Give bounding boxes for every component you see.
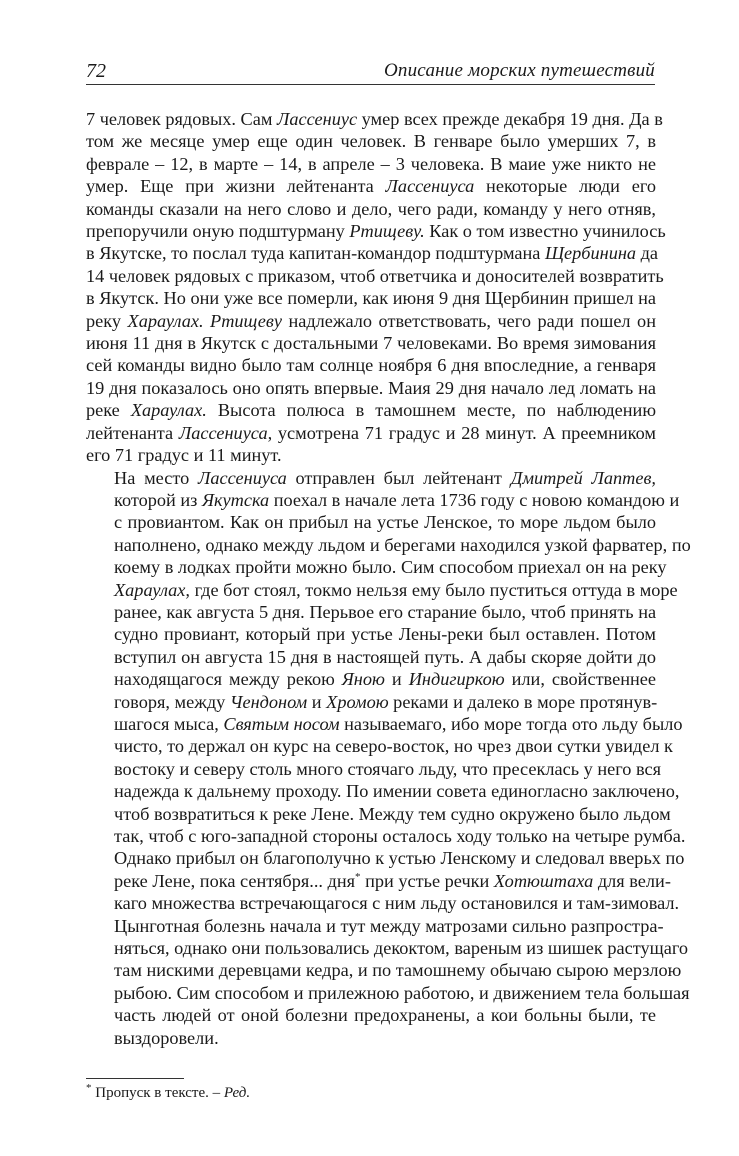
- text-line: [86, 108, 663, 130]
- text-run: востоку и северу столь много стоячаго льду, что пресеклась у него вся: [114, 758, 662, 779]
- text-run: рыбою. Сим способом и прилежною работою, и движением тела большая: [114, 982, 690, 1003]
- text-run: надежда к дальнему проходу. По имении совета единогласно заключено,: [114, 781, 680, 802]
- italic-name: Чендоном: [229, 691, 308, 712]
- text-run: чисто, то держал он курс на северо-восток, но чрез двои сутки увидел к: [114, 736, 673, 757]
- text-line: [86, 175, 656, 197]
- italic-name: Лассениуса: [198, 467, 287, 488]
- text-line: [86, 242, 659, 264]
- footnote-editor: Ред.: [223, 1085, 251, 1101]
- text-line: [86, 870, 671, 892]
- italic-name: Лассениус: [277, 109, 358, 129]
- italic-name: Дмитрей Лаптев,: [510, 467, 656, 488]
- text-run: для вели-: [593, 870, 671, 891]
- text-run: да: [636, 243, 659, 264]
- text-line: [86, 825, 686, 847]
- footnote-marker: *: [86, 1082, 92, 1094]
- text-run: надлежало ответствовать, чего ради пошел он: [281, 310, 656, 331]
- italic-name: Индигиркою: [408, 669, 505, 690]
- text-line: [86, 534, 691, 556]
- body-text: [86, 108, 691, 1049]
- text-run: поехал в начале лета 1736 году с новою командою и: [269, 489, 680, 510]
- text-line: [86, 758, 662, 780]
- footnote-text: Пропуск в тексте. –: [91, 1085, 224, 1101]
- paragraph-2: [86, 467, 691, 1050]
- text-run: вступил он августа 15 дня в настоящей путь. А дабы скоряе дойти до: [114, 646, 656, 667]
- text-run: команды сказали на него слово и дело, чего ради, команду у него отняв,: [86, 198, 656, 219]
- text-line: [86, 310, 656, 332]
- text-run: и: [384, 669, 409, 690]
- italic-name: Хараулах. Ртищеву: [127, 310, 282, 331]
- text-run: реками и далеко в море протянув-: [388, 691, 658, 712]
- text-run: его 71 градус и 11 минут.: [86, 445, 282, 466]
- italic-name: Хараулах.: [130, 400, 207, 421]
- page-header: [86, 58, 655, 82]
- text-run: наполнено, однако между льдом и берегами находился узкой фарватер, по: [114, 534, 691, 555]
- text-run: там нискими деревцами кедра, и по тамошнему обычаю сырою мерзлою: [114, 960, 682, 981]
- italic-name: Святым носом: [223, 713, 340, 734]
- text-line: [86, 354, 656, 376]
- text-line: [86, 915, 664, 937]
- footnote-reference: *: [355, 870, 361, 883]
- text-run: умер. Еще при жизни лейтенанта: [86, 176, 386, 197]
- text-line: [86, 198, 656, 220]
- text-run: шагося мыса,: [114, 713, 224, 734]
- text-run: усмотрена 71 градус и 28 минут. А преемником: [272, 422, 656, 443]
- footnote-divider: [86, 1078, 184, 1079]
- text-run: называемаго, ибо море тогда ото льду было: [339, 713, 683, 734]
- italic-name: Якутска: [201, 489, 270, 510]
- italic-name: Хотюштаха: [493, 870, 594, 891]
- text-run: говоря, между: [114, 691, 230, 712]
- italic-name: Щербинина: [544, 243, 637, 264]
- text-run: том же месяце умер еще один человек. В генваре было умерших 7, в: [86, 131, 656, 152]
- text-line: [86, 1027, 656, 1049]
- italic-name: Яною: [341, 669, 385, 690]
- text-line: [86, 847, 685, 869]
- running-title: Описание морских путешествий: [383, 60, 655, 81]
- text-line: [86, 646, 656, 668]
- text-line: [86, 130, 656, 152]
- text-run: часть людей от оной болезни предохранены, а кои больны были, те: [114, 1005, 656, 1026]
- text-run: каго множества встречающагося с ним льду остановился и там-зимовал.: [114, 893, 680, 914]
- text-run: некоторые люди его: [474, 176, 656, 197]
- text-line: [86, 937, 689, 959]
- page-number: 72: [86, 60, 106, 82]
- text-line: [86, 1004, 656, 1026]
- italic-name: Ртищеву.: [349, 221, 425, 242]
- text-run: реку: [86, 310, 128, 331]
- text-run: судно провиант, который при устье Лены-реки был оставлен. Потом: [114, 624, 656, 645]
- text-run: препоручили оную подштурману: [86, 221, 350, 242]
- text-line: [86, 287, 656, 309]
- text-run: в Якутске, то послал туда капитан-командор подштурмана: [86, 243, 545, 264]
- text-run: где бот стоял, токмо нельзя ему было пуститься оттуда в море: [190, 579, 678, 600]
- text-line: [86, 220, 666, 242]
- text-run: ранее, как августа 5 дня. Перьвое его старание было, чтоб принять на: [114, 601, 657, 622]
- text-run: 7 человек рядовых. Сам: [86, 109, 278, 129]
- text-line: [86, 713, 683, 735]
- text-run: июня 11 дня в Якутск с достальными 7 человеками. Во время зимования: [86, 333, 656, 354]
- text-line: [86, 444, 656, 466]
- header-divider: [86, 84, 655, 85]
- text-line: [86, 959, 682, 981]
- text-line: [86, 691, 656, 713]
- text-run: Однако прибыл он благополучно к устью Ленскому и следовал вверьх по: [114, 848, 685, 869]
- text-run: отправлен был лейтенант: [286, 467, 511, 488]
- text-run: лейтенанта: [86, 422, 179, 443]
- text-run: в Якутск. Но они уже все померли, как июня 9 дня Щербинин пришел на: [86, 288, 656, 309]
- text-run: чтоб возвратиться к реке Лене. Между тем судно окружено было льдом: [114, 803, 671, 824]
- text-line: [86, 265, 664, 287]
- text-line: [86, 467, 656, 489]
- text-run: 14 человек рядовых с приказом, чтоб ответчика и доносителей возвратить: [86, 265, 664, 286]
- text-line: [86, 982, 690, 1004]
- text-run: 19 дня показалось оно опять впервые. Маия 29 дня начало лед ломать на: [86, 377, 656, 398]
- paragraph-1: [86, 108, 666, 467]
- text-line: [86, 511, 656, 533]
- text-run: Высота полюса в тамошнем месте, по наблюдению: [206, 400, 656, 421]
- text-run: реке: [86, 400, 131, 421]
- text-run: феврале – 12, в марте – 14, в апреле – 3 человека. В маие уже никто не: [86, 153, 656, 174]
- text-run: Как о том известно учинилось: [424, 221, 666, 242]
- text-run: На место: [114, 467, 199, 488]
- text-line: [86, 780, 680, 802]
- text-run: няться, однако они пользовались декоктом, вареным из шишек растущаго: [114, 938, 689, 959]
- text-line: [86, 623, 656, 645]
- text-line: [86, 579, 678, 601]
- text-run: которой из: [114, 489, 202, 510]
- text-run: с провиантом. Как он прибыл на устье Ленское, то море льдом было: [114, 512, 656, 533]
- text-line: [86, 332, 656, 354]
- text-line: [86, 601, 656, 623]
- text-line: [86, 422, 656, 444]
- text-run: Цынготная болезнь начала и тут между матрозами сильно разпростра-: [114, 915, 664, 936]
- text-run: и: [307, 691, 327, 712]
- text-line: [86, 892, 680, 914]
- text-line: [86, 377, 656, 399]
- italic-name: Лассениуса: [385, 176, 475, 197]
- text-run: реке Лене, пока сентября... дня: [114, 870, 356, 891]
- text-line: [86, 153, 656, 175]
- text-run: умер всех прежде декабря 19 дня. Да в: [357, 109, 663, 129]
- text-run: коему в лодках пройти можно было. Сим способом приехал он на реку: [114, 557, 667, 578]
- text-run: сей команды видно было там солнце ноября 6 дня впоследние, а генваря: [86, 355, 656, 376]
- text-line: [86, 735, 673, 757]
- text-run: находящагося между рекою: [114, 669, 342, 690]
- italic-name: Хараулах,: [114, 579, 190, 600]
- text-line: [86, 399, 656, 421]
- italic-name: Хромою: [326, 691, 389, 712]
- italic-name: Лассениуса,: [178, 422, 273, 443]
- text-line: [86, 668, 656, 690]
- footnote: [86, 1082, 251, 1102]
- text-run: при устье речки: [360, 870, 494, 891]
- text-run: так, чтоб с юго-западной стороны осталось ходу только на четыре румба.: [114, 826, 686, 846]
- text-line: [86, 803, 671, 825]
- text-line: [86, 556, 667, 578]
- text-run: выздоровели.: [114, 1027, 219, 1048]
- text-line: [86, 489, 680, 511]
- text-run: или, свойственнее: [504, 669, 656, 690]
